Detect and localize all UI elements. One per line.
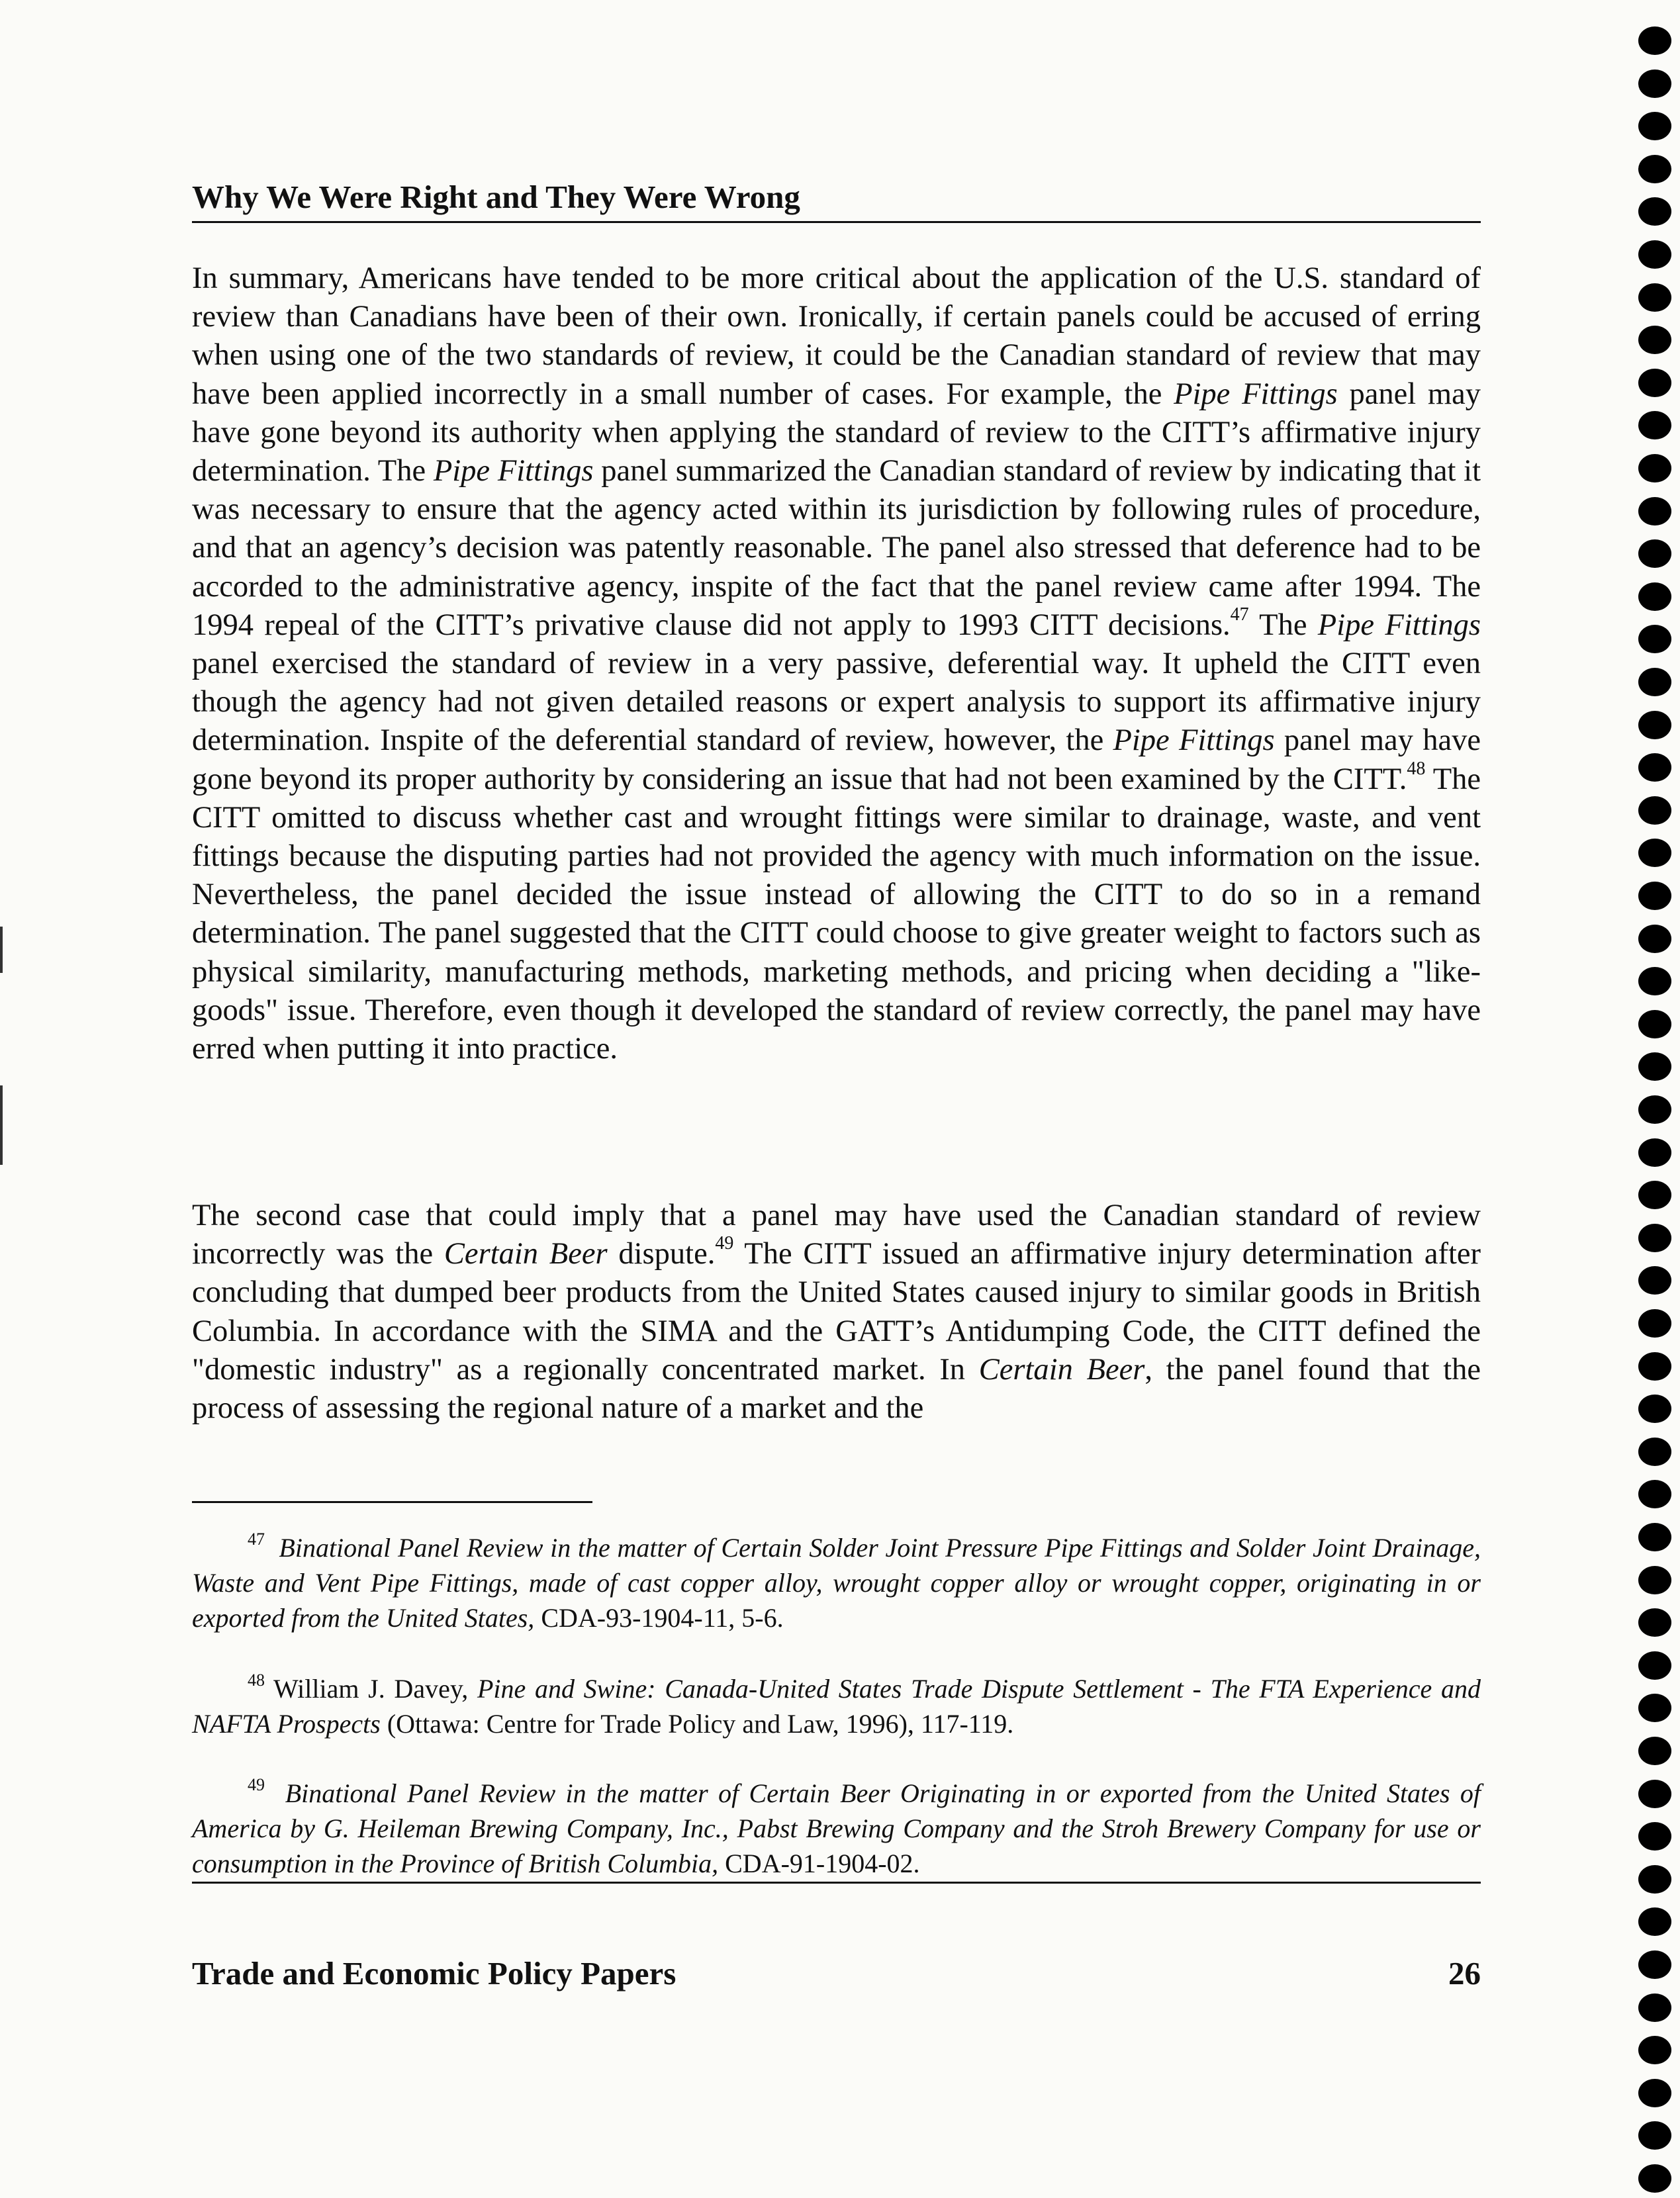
footer-rule [192,1882,1481,1884]
body-paragraph-2: The second case that could imply that a panel may have used the Canadian standard of review incorrectly was the Certain Beer dispute.$^{49}$ The CITT issued an affirmative injury determination after concluding that dumped beer products from the United States caused injury to similar goods in British Columbia. In accordance with the SIMA and the GATT’s Antidumping Code, the CITT defined the "domestic industry" as a regionally concentrated market. In Certain Beer, the panel found that the process of assessing the regional nature of a market and the [192,1199,1481,1426]
binding-hole [1638,1395,1671,1423]
footnote-48: $^{48}$ William J. Davey, Pine and Swine: Canada-United States Trade Dispute Settlement - The FTA Experience and NAFTA Prospects (Ottawa: Centre for Trade Policy and Law, 1996), 117-119. [192,1671,1481,1739]
binding-hole [1638,1309,1671,1338]
binding-hole [1638,668,1671,696]
binding-hole [1638,411,1671,439]
binding-hole [1638,925,1671,953]
binding-hole [1638,1694,1671,1722]
binding-hole [1638,625,1671,653]
binding-hole [1638,1480,1671,1508]
binding-hole [1638,1266,1671,1295]
binding-hole [1638,155,1671,183]
footnote-ref-47: 47 [1230,604,1249,625]
binding-hole [1638,539,1671,568]
binding-hole [1638,1224,1671,1252]
binding-hole [1638,2121,1671,2150]
scan-edge-mark [0,927,3,973]
footnote-49: $^{49}$ Binational Panel Review in the matter of Certain Beer Originating in or exported from the United States of America by G. Heileman Brewing Company, Inc., Pabst Brewing Company and the Stroh Brewery Company for use or consumption in the Province of British Columbia, CDA-91-1904-02. [192,1775,1481,1878]
footnote-47: $^{47}$ Binational Panel Review in the matter of Certain Solder Joint Pressure Pipe Fittings and Solder Joint Drainage, Waste and Vent Pipe Fittings, made of cast copper alloy, wrought copper alloy or wrought copper, originating in or exported from the United States, CDA-93-1904-11, 5-6. [192,1530,1481,1633]
binding-hole [1638,454,1671,482]
binding-hole [1638,2164,1671,2193]
binding-hole [1638,882,1671,910]
binding-hole [1638,1993,1671,2022]
binding-hole [1638,497,1671,526]
binding-hole [1638,1138,1671,1167]
binding-hole [1638,753,1671,782]
binding-hole [1638,326,1671,354]
binding-hole [1638,1780,1671,1808]
page-number: 26 [1448,1955,1481,1992]
binding-hole [1638,1566,1671,1594]
binding-hole [1638,1822,1671,1851]
binding-holes [1638,26,1678,2191]
binding-hole [1638,283,1671,312]
footnote-ref-49: 49 [715,1233,734,1254]
binding-hole [1638,1737,1671,1765]
binding-hole [1638,1907,1671,1936]
binding-hole [1638,240,1671,269]
binding-hole [1638,1865,1671,1894]
binding-hole [1638,1052,1671,1081]
binding-hole [1638,2036,1671,2064]
binding-hole [1638,711,1671,739]
binding-hole [1638,2079,1671,2107]
binding-hole [1638,1181,1671,1209]
binding-hole [1638,1651,1671,1680]
binding-hole [1638,369,1671,397]
running-footer-title: Trade and Economic Policy Papers [192,1955,677,1992]
footnote-separator [192,1501,592,1503]
binding-hole [1638,839,1671,867]
binding-hole [1638,967,1671,995]
body-paragraph-1: In summary, Americans have tended to be more critical about the application of the U.S. standard of review than Canadians have been of their own. Ironically, if certain panels could be accused of erring when using one of the two standards of review, it could be the Canadian standard of review that may have been applied incorrectly in a small number of cases. For example, the Pipe Fittings panel may have gone beyond its authority when applying the standard of review to the CITT’s affirmative injury determination. The Pipe Fittings panel summarized the Canadian standard of review by indicating that it was necessary to ensure that the agency acted within its jurisdiction by following rules of procedure, and that an agency’s decision was patently reasonable. The panel also stressed that deference had to be accorded to the administrative agency, inspite of the fact that the panel review came after 1994. The 1994 repeal of the CITT’s privative clause did not apply to 1993 CITT decisions.$^{47}$ The Pipe Fittings panel exercised the standard of review in a very passive, deferential way. It upheld the CITT even though the agency had not given detailed reasons or expert analysis to support its affirmative injury determination. Inspite of the deferential standard of review, however, the Pipe Fittings panel may have gone beyond its proper authority by considering an issue that had not been examined by the CITT.$^{48}$ The CITT omitted to discuss whether cast and wrought fittings were similar to drainage, waste, and vent fittings because the disputing parties had not provided the agency with much information on the issue. Nevertheless, the panel decided the issue instead of allowing the CITT to do so in a remand determination. The panel suggested that the CITT could choose to give greater weight to factors such as physical similarity, manufacturing methods, marketing methods, and pricing when deciding a "like-goods" issue. Therefore, even though it developed the standard of review correctly, the panel may have erred when putting it into practice. [192,261,1481,1066]
binding-hole [1638,1438,1671,1466]
binding-hole [1638,582,1671,611]
binding-hole [1638,1608,1671,1637]
binding-hole [1638,1095,1671,1124]
scan-edge-mark [0,1085,3,1165]
binding-hole [1638,69,1671,98]
binding-hole [1638,197,1671,226]
binding-hole [1638,112,1671,140]
binding-hole [1638,1352,1671,1381]
binding-hole [1638,796,1671,825]
binding-hole [1638,1010,1671,1038]
footnote-ref-48: 48 [1407,758,1426,779]
running-header: Why We Were Right and They Were Wrong [192,177,1481,223]
binding-hole [1638,26,1671,55]
binding-hole [1638,1523,1671,1551]
binding-hole [1638,1950,1671,1979]
